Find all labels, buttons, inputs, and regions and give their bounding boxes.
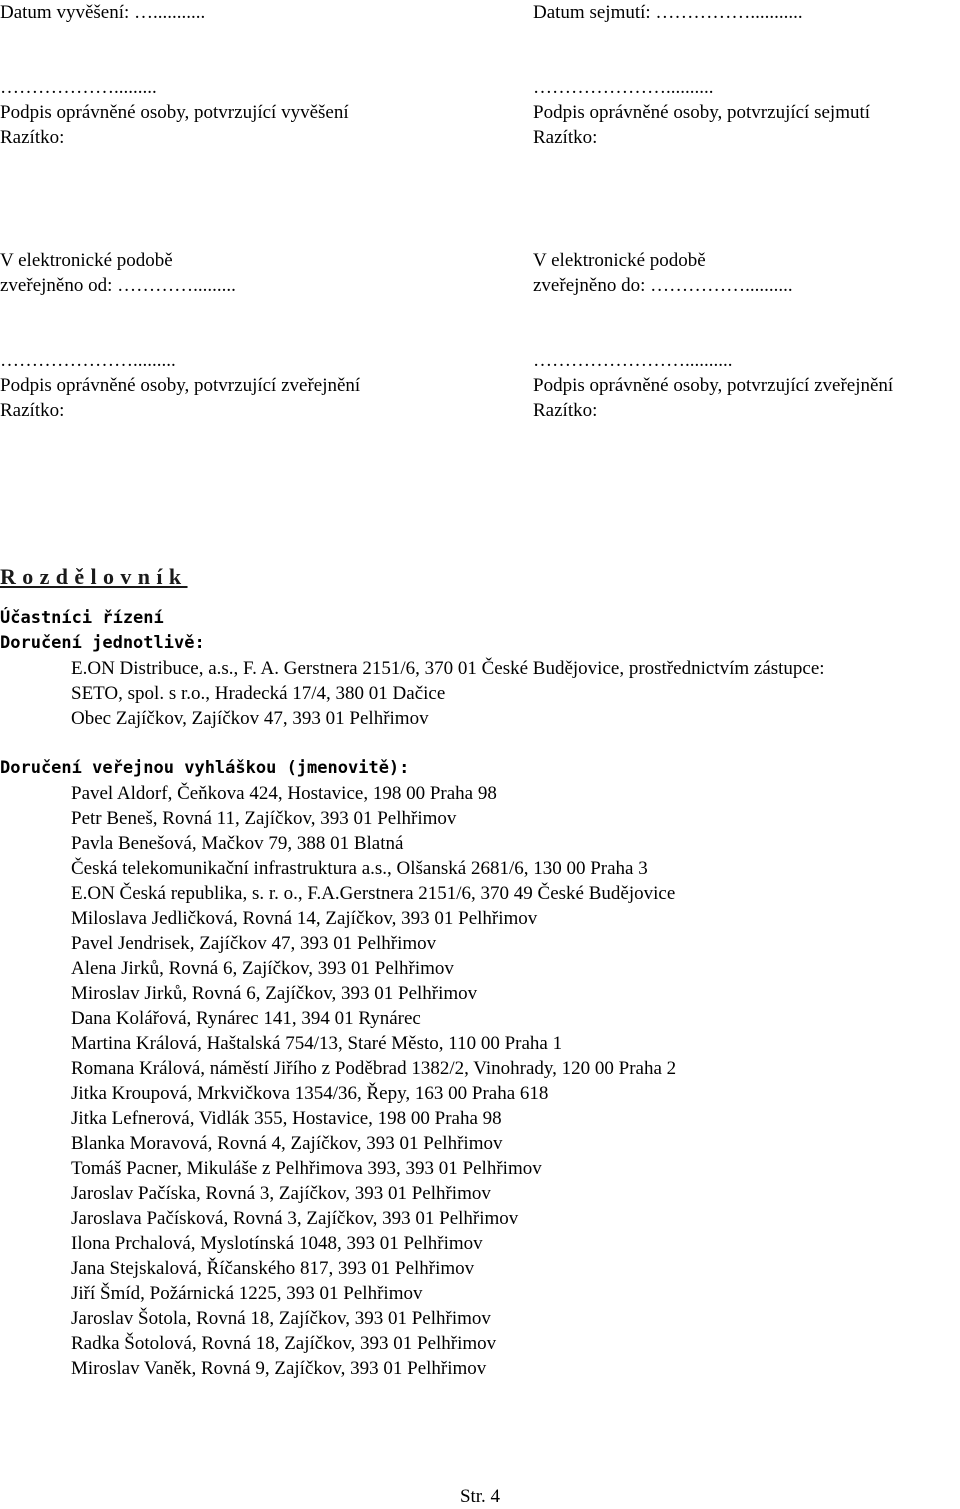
list-item: Jaroslava Pačísková, Rovná 3, Zajíčkov, 393 01 Pelhřimov	[71, 1208, 519, 1229]
list-item: Obec Zajíčkov, Zajíčkov 47, 393 01 Pelhřimov	[71, 708, 429, 729]
list-item: Romana Králová, náměstí Jiřího z Poděbrad 1382/2, Vinohrady, 120 00 Praha 2	[71, 1058, 677, 1079]
electronic-from-line2: zveřejněno od: ………….........	[0, 275, 236, 296]
list-item: Jitka Lefnerová, Vidlák 355, Hostavice, 198 00 Praha 98	[71, 1108, 502, 1129]
electronic-from-stamp: Razítko:	[0, 400, 65, 421]
list-item: Blanka Moravová, Rovná 4, Zajíčkov, 393 01 Pelhřimov	[71, 1133, 503, 1154]
list-item: Jaroslav Šotola, Rovná 18, Zajíčkov, 393 01 Pelhřimov	[71, 1308, 491, 1329]
posted-date-label: Datum vyvěšení: …...........	[0, 2, 206, 23]
list-item: E.ON Česká republika, s. r. o., F.A.Gerstnera 2151/6, 370 49 České Budějovice	[71, 883, 676, 904]
list-item: SETO, spol. s r.o., Hradecká 17/4, 380 01 Dačice	[71, 683, 446, 704]
public-list	[0, 781, 960, 1381]
list-item: Miloslava Jedličková, Rovná 14, Zajíčkov, 393 01 Pelhřimov	[71, 908, 538, 929]
removal-block	[533, 0, 960, 150]
electronic-to-signature: Podpis oprávněné osoby, potvrzující zveřejnění	[533, 375, 894, 396]
electronic-to-block	[533, 248, 960, 423]
list-item: E.ON Distribuce, a.s., F. A. Gerstnera 2151/6, 370 01 České Budějovice, prostřednictvím zástupce:	[71, 658, 825, 679]
list-item: Česká telekomunikační infrastruktura a.s., Olšanská 2681/6, 130 00 Praha 3	[71, 858, 648, 879]
removed-dots: …………………..........	[533, 77, 714, 98]
list-item: Miroslav Jirků, Rovná 6, Zajíčkov, 393 01 Pelhřimov	[71, 983, 478, 1004]
electronic-from-dots: ………………….........	[0, 350, 176, 371]
list-item: Pavel Jendrisek, Zajíčkov 47, 393 01 Pelhřimov	[71, 933, 437, 954]
individual-list	[0, 656, 960, 731]
public-delivery-heading: Doručení veřejnou vyhláškou (jmenovitě):	[0, 758, 410, 778]
list-item: Alena Jirků, Rovná 6, Zajíčkov, 393 01 Pelhřimov	[71, 958, 454, 979]
electronic-from-line1: V elektronické podobě	[0, 250, 173, 271]
posted-signature: Podpis oprávněné osoby, potvrzující vyvěšení	[0, 102, 349, 123]
list-item: Ilona Prchalová, Myslotínská 1048, 393 01 Pelhřimov	[71, 1233, 483, 1254]
list-item: Jiří Šmíd, Požárnická 1225, 393 01 Pelhřimov	[71, 1283, 423, 1304]
posted-stamp: Razítko:	[0, 127, 65, 148]
individual-delivery-heading: Doručení jednotlivě:	[0, 633, 205, 653]
electronic-to-line2: zveřejněno do: ……………..........	[533, 275, 793, 296]
list-item: Dana Kolářová, Rynárec 141, 394 01 Rynárec	[71, 1008, 421, 1029]
posting-block	[0, 0, 470, 150]
list-item: Miroslav Vaněk, Rovná 9, Zajíčkov, 393 01 Pelhřimov	[71, 1358, 487, 1379]
list-item: Petr Beneš, Rovná 11, Zajíčkov, 393 01 Pelhřimov	[71, 808, 457, 829]
list-item: Martina Králová, Haštalská 754/13, Staré Město, 110 00 Praha 1	[71, 1033, 563, 1054]
electronic-to-dots: ……………………..........	[533, 350, 733, 371]
list-item: Pavel Aldorf, Čeňkova 424, Hostavice, 198 00 Praha 98	[71, 783, 497, 804]
posted-dots: ……………….........	[0, 77, 157, 98]
page-number: Str. 4	[459, 1486, 501, 1507]
distribution-list	[0, 606, 960, 1381]
electronic-from-block	[0, 248, 470, 423]
list-item: Jaroslav Pačíska, Rovná 3, Zajíčkov, 393 01 Pelhřimov	[71, 1183, 491, 1204]
list-item: Pavla Benešová, Mačkov 79, 388 01 Blatná	[71, 833, 404, 854]
removed-date-label: Datum sejmutí: ……………...........	[533, 2, 803, 23]
participants-heading: Účastníci řízení	[0, 608, 164, 628]
list-item: Tomáš Pacner, Mikuláše z Pelhřimova 393, 393 01 Pelhřimov	[71, 1158, 542, 1179]
list-item: Radka Šotolová, Rovná 18, Zajíčkov, 393 01 Pelhřimov	[71, 1333, 497, 1354]
electronic-to-stamp: Razítko:	[533, 400, 598, 421]
list-item: Jitka Kroupová, Mrkvičkova 1354/36, Řepy, 163 00 Praha 618	[71, 1083, 549, 1104]
removed-stamp: Razítko:	[533, 127, 598, 148]
removed-signature: Podpis oprávněné osoby, potvrzující sejmutí	[533, 102, 871, 123]
electronic-to-line1: V elektronické podobě	[533, 250, 706, 271]
distribution-title: R o z d ě l o v n í k	[0, 564, 188, 589]
list-item: Jana Stejskalová, Říčanského 817, 393 01 Pelhřimov	[71, 1258, 475, 1279]
electronic-from-signature: Podpis oprávněné osoby, potvrzující zveřejnění	[0, 375, 361, 396]
